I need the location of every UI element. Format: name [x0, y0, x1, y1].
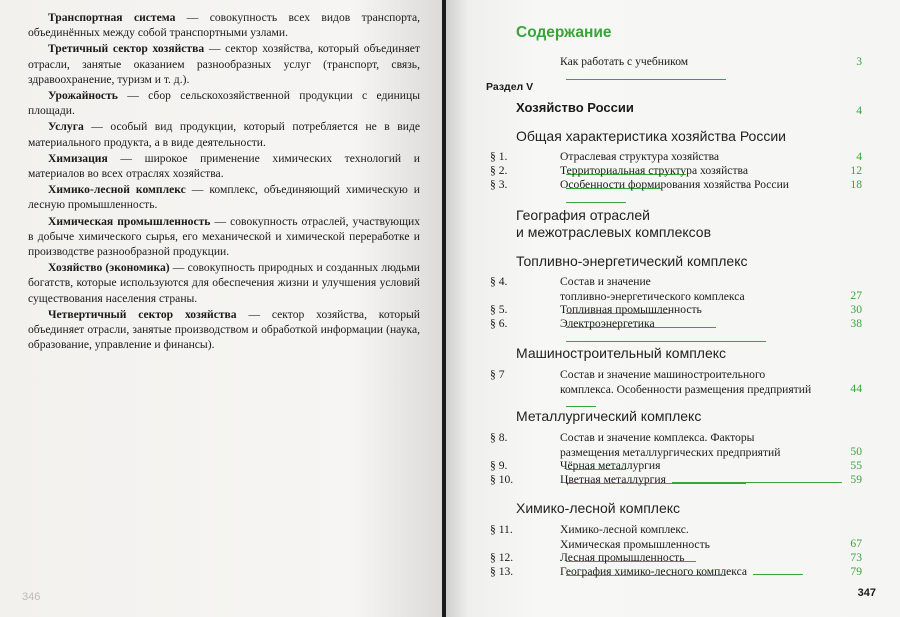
glossary-entry — [28, 119, 420, 149]
chapter-title[interactable]: Металлургический комплекс — [516, 408, 702, 424]
toc-row-text: Отраслевая структура хозяйства — [560, 150, 720, 163]
toc-page-number: 67 — [850, 537, 862, 550]
toc-row-text: Как работать с учебником — [560, 55, 844, 84]
toc-row-text: комплекса. Особенности размещения предприятий — [560, 382, 812, 396]
chapter-title[interactable]: Машиностроительный комплекс — [516, 345, 727, 361]
glossary-definition: — сектор хозяйства, который объединяет отрасли, занятые оказанием разнообразных услуг (транспорт, связь, здравоохранение, туризм и т. д.). — [28, 42, 420, 86]
section-number: § 13. — [490, 565, 514, 578]
chapter-title[interactable]: Химико-лесной комплекс — [516, 500, 681, 516]
toc-page-number: 59 — [850, 473, 862, 486]
leader-line — [753, 573, 803, 575]
section-number: § 1. — [490, 150, 508, 163]
toc-page-number: 27 — [850, 289, 862, 302]
toc-row-text: Состав и значение комплекса. Факторы — [560, 431, 755, 444]
section-number: § 5. — [490, 303, 508, 316]
toc-page-number: 38 — [850, 317, 862, 330]
glossary-entry — [28, 10, 420, 40]
toc-page-number: 3 — [856, 55, 862, 68]
toc-page-number: 55 — [850, 459, 862, 472]
toc-row-text: топливно-энергетического комплекса — [560, 289, 745, 303]
leader-line — [566, 78, 726, 80]
toc-row-text: Химическая промышленность — [560, 537, 710, 551]
toc-row-text: Химико-лесной комплекс. — [560, 523, 689, 536]
toc-row-text: Лесная промышленность — [560, 551, 685, 564]
section-number: § 7 — [490, 368, 505, 381]
leader-line — [566, 201, 626, 203]
glossary-definition: — сектор хозяйства, который объединяет отрасли, занятые производством и обработкой информации (наука, образование, управление и финансы). — [28, 307, 420, 352]
toc-row-text: Территориальная структура хозяйства — [560, 164, 748, 177]
chapter-title[interactable]: Общая характеристика хозяйства России — [516, 128, 786, 144]
page-number-left: 346 — [22, 591, 41, 603]
section-number: § 12. — [490, 551, 514, 564]
glossary-definition: — совокупность всех видов транспорта, объединённых между собой транспортными узлами. — [28, 11, 420, 40]
toc-page-number: 4 — [856, 150, 862, 163]
toc-page-number: 50 — [850, 445, 862, 458]
toc-row-text: Чёрная металлургия — [560, 459, 661, 472]
right-page — [446, 0, 900, 617]
section-number: § 8. — [490, 431, 508, 444]
glossary-term: Химико-лесной комплекс — [48, 183, 186, 197]
glossary-term: Транспортная система — [48, 11, 176, 24]
toc-page-number: 73 — [850, 551, 862, 564]
glossary-entry — [28, 214, 420, 260]
glossary-definition: — комплекс, объединяющий химическую и лесную промышленность. — [28, 183, 420, 212]
glossary-term: Химизация — [48, 151, 108, 165]
page-number-right: 347 — [857, 587, 876, 599]
toc-row-text: размещения металлургических предприятий — [560, 445, 781, 459]
glossary-term: Третичный сектор хозяйства — [48, 42, 205, 56]
glossary-definition: — совокупность отраслей, участвующих в добыче химического сырья, его механической и химической переработке и производстве разнообразной продукции. — [28, 214, 420, 259]
left-page — [0, 0, 442, 617]
chapter-title[interactable]: География отраслей и межотраслевых комплексов — [516, 207, 712, 240]
glossary-entry — [28, 260, 420, 306]
glossary-term: Химическая промышленность — [48, 214, 211, 228]
chapter-title[interactable]: Топливно-энергетический комплекс — [516, 253, 748, 269]
glossary-term: Урожайность — [48, 89, 118, 103]
toc-page-number: 18 — [850, 178, 862, 191]
glossary-definition: — сбор сельскохозяйственной продукции с единицы площади. — [28, 89, 420, 118]
section-number: § 4. — [490, 275, 508, 288]
toc-row-text: Цветная металлургия — [560, 473, 666, 486]
glossary-term: Четвертичный сектор хозяйства — [48, 307, 237, 321]
section-number: § 10. — [490, 473, 514, 486]
section-number: § 2. — [490, 164, 508, 177]
toc-page-number: 12 — [850, 164, 862, 177]
glossary-entry — [28, 182, 420, 212]
part-title[interactable]: Хозяйство России — [516, 100, 634, 115]
toc-row-text: География химико-лесного комплекса — [560, 565, 748, 578]
toc-row-text: Топливная промышленность — [560, 303, 702, 316]
glossary-entry — [28, 151, 420, 181]
glossary-term: Услуга — [48, 120, 84, 134]
glossary-term: Хозяйство (экономика) — [48, 261, 170, 275]
leader-line — [566, 340, 766, 342]
leader-line — [672, 481, 842, 483]
glossary-definition: — совокупность природных и созданных людьми богатств, которые используются для обеспечения жизни и улучшения условий существования населения страны. — [28, 261, 420, 305]
toc-row-text: Электроэнергетика — [560, 317, 655, 330]
section-number: § 11. — [490, 523, 513, 536]
glossary-definition: — широкое применение химических технологий и материалов во всех отраслях хозяйства. — [28, 151, 420, 181]
toc-page-number: 30 — [850, 303, 862, 316]
glossary-definition: — особый вид продукции, который потребляется не в виде материального продукта, а в виде деятельности. — [28, 120, 420, 149]
leader-line — [566, 405, 596, 407]
section-number: § 3. — [490, 178, 508, 191]
toc-row-text: Состав и значение машиностроительного — [560, 368, 766, 381]
glossary-entry — [28, 88, 420, 118]
part-label: Раздел V — [486, 81, 534, 93]
toc-page-number: 79 — [850, 565, 862, 578]
toc-page-number: 44 — [850, 382, 862, 395]
toc-row-text: Особенности формирования хозяйства России — [560, 178, 789, 191]
section-number: § 9. — [490, 459, 508, 472]
glossary — [28, 10, 420, 353]
glossary-entry — [28, 41, 420, 87]
toc-page-number: 4 — [856, 104, 862, 117]
glossary-entry — [28, 307, 420, 353]
toc-title: Содержание — [516, 24, 612, 41]
section-number: § 6. — [490, 317, 508, 330]
toc-row-text: Состав и значение — [560, 275, 651, 288]
